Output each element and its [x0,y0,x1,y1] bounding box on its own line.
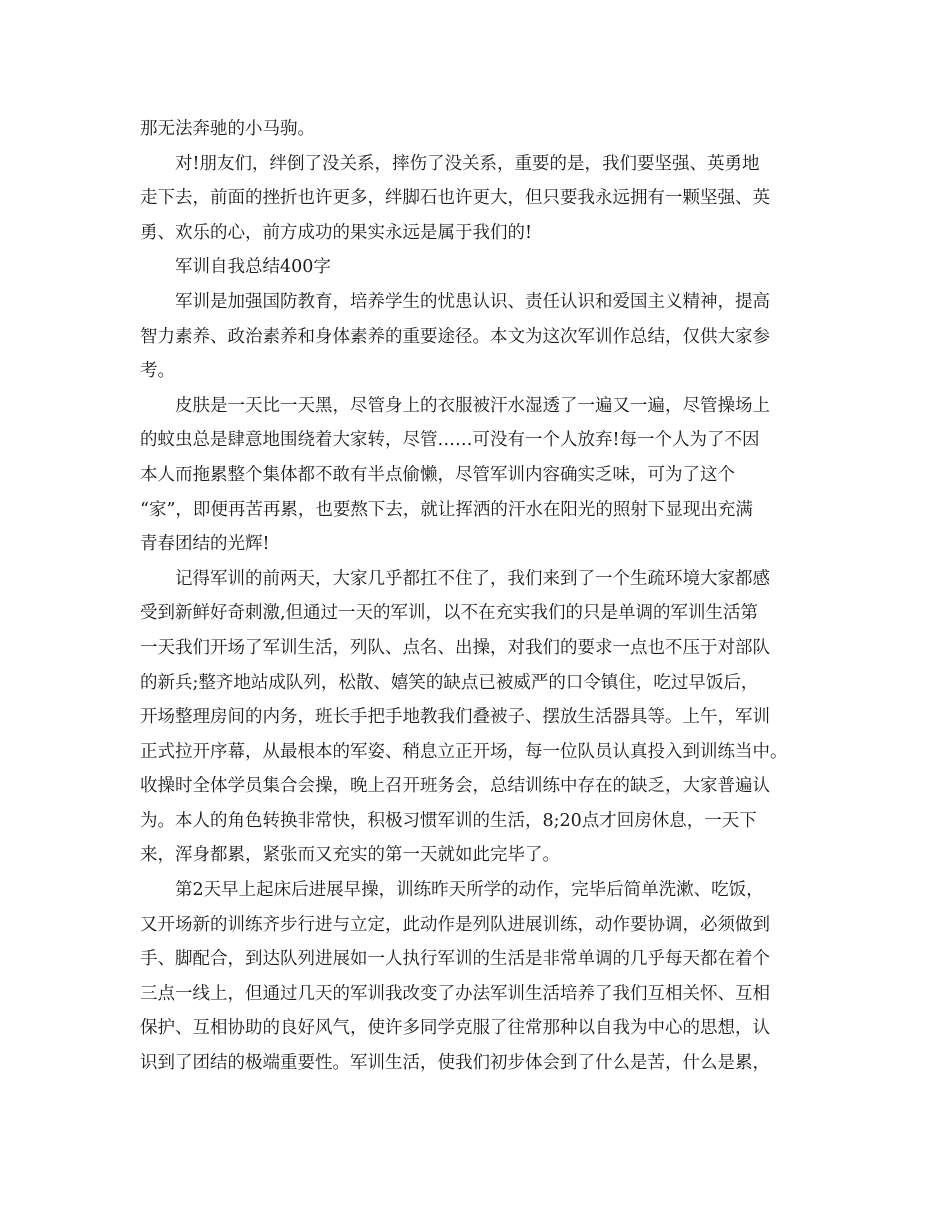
document-body [140,112,830,1081]
text-line: 识到了团结的极端重要性。军训生活，使我们初步体会到了什么是苦，什么是累， [140,1053,770,1074]
text-line: 勇、欢乐的心，前方成功的果实永远是属于我们的! [140,222,533,243]
text-line: 本人而拖累整个集体都不敢有半点偷懒，尽管军训内容确实乏味，可为了这个 [140,464,735,485]
paragraph-first-line: 军训是加强国防教育，培养学生的忧患认识、责任认识和爱国主义精神，提高 [175,291,770,312]
paragraph-first-line: 皮肤是一天比一天黑，尽管身上的衣服被汗水湿透了一遍又一遍，尽管操场上 [175,395,770,416]
paragraph-first-line: 第2天早上起床后进展早操，训练昨天所学的动作，完毕后简单洗漱、吃饭， [175,880,764,901]
text-line: 的蚊虫总是肆意地围绕着大家转，尽管……可没有一个人放弃!每一个人为了不因 [140,430,760,451]
text-line: 手、脚配合，到达队列进展如一人执行军训的生活是非常单调的几乎每天都在着个 [140,949,770,970]
paragraph-first-line: 对!朋友们，绊倒了没关系，摔伤了没关系，重要的是，我们要坚强、英勇地 [175,153,760,174]
text-line: 一天我们开场了军训生活，列队、点名、出操，对我们的要求一点也不压于对部队 [140,637,770,658]
text-line: 为。本人的角色转换非常快，积极习惯军训的生活，8;20点才回房休息，一天下 [140,810,757,831]
text-line: 开场整理房间的内务，班长手把手地教我们叠被子、摆放生活器具等。上午，军训 [140,707,770,728]
text-line: 又开场新的训练齐步行进与立定，此动作是列队进展训练，动作要协调，必须做到 [140,914,770,935]
text-line: “家”，即便再苦再累，也要熬下去，就让挥洒的汗水在阳光的照射下显现出充满 [140,499,753,520]
text-line: 智力素养、政治素养和身体素养的重要途径。本文为这次军训作总结，仅供大家参 [140,326,770,347]
text-line: 正式拉开序幕，从最根本的军姿、稍息立正开场，每一位队员认真投入到训练当中。 [140,741,788,762]
text-line: 保护、互相协助的良好风气，使许多同学克服了往常那种以自我为中心的思想，认 [140,1018,770,1039]
text-line: 的新兵;整齐地站成队列，松散、嬉笑的缺点已被威严的口令镇住，吃过早饭后， [140,672,759,693]
text-line: 收操时全体学员集合会操，晚上召开班务会，总结训练中存在的缺乏，大家普遍认 [140,776,770,797]
paragraph-first-line: 记得军训的前两天，大家几乎都扛不住了，我们来到了一个生疏环境大家都感 [175,568,770,589]
text-line: 三点一线上，但通过几天的军训我改变了办法军训生活培养了我们互相关怀、互相 [140,983,770,1004]
text-line: 考。 [140,361,175,382]
section-heading: 军训自我总结400字 [175,257,331,278]
text-line: 青春团结的光辉! [140,534,270,555]
text-line: 来，浑身都累，紧张而又充实的第一天就如此完毕了。 [140,845,560,866]
text-line: 走下去，前面的挫折也许更多，绊脚石也许更大，但只要我永远拥有一颗坚强、英 [140,188,770,209]
text-line: 那无法奔驰的小马驹。 [140,119,315,139]
text-line: 受到新鲜好奇刺激,但通过一天的军训，以不在充实我们的只是单调的军训生活第 [140,603,759,624]
